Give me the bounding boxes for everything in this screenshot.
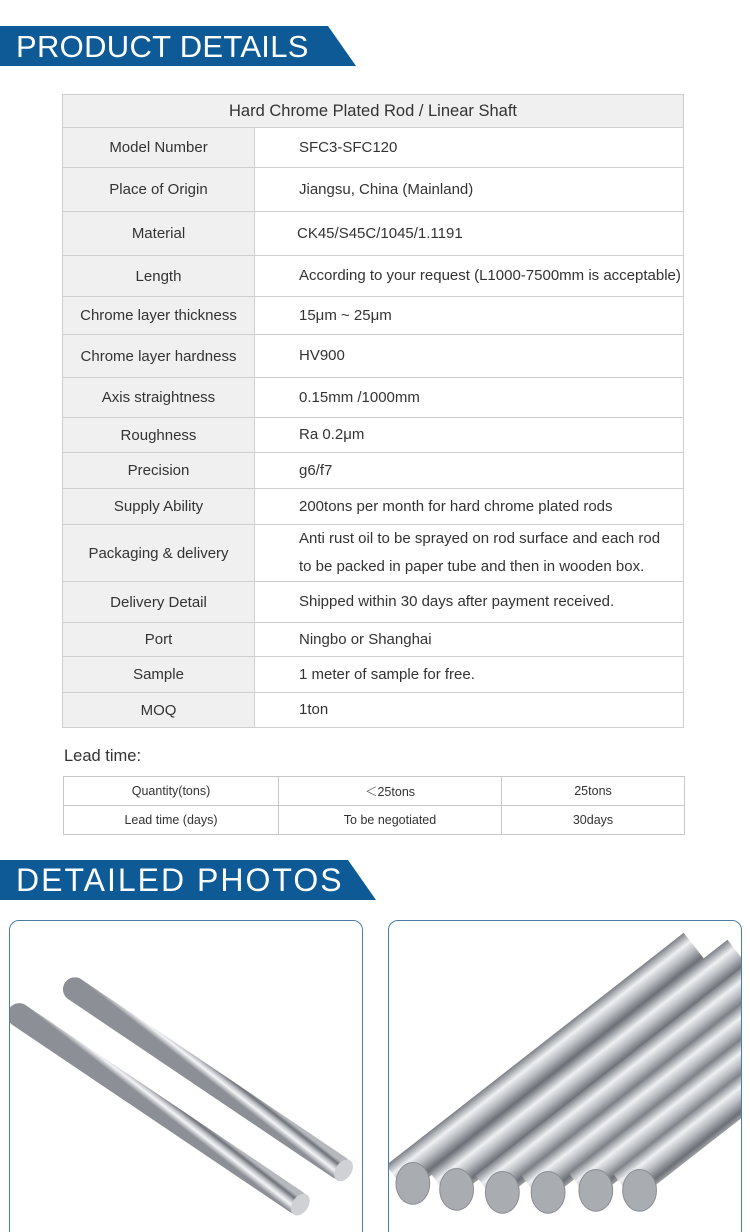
detailed-photos-banner xyxy=(0,860,344,900)
lead-cell: To be negotiated xyxy=(279,806,502,835)
table-row xyxy=(63,623,684,657)
row-value: Shipped within 30 days after payment received. xyxy=(255,582,684,623)
spec-table-title: Hard Chrome Plated Rod / Linear Shaft xyxy=(63,95,684,128)
row-label: Axis straightness xyxy=(63,378,255,418)
lead-cell: 30days xyxy=(502,806,685,835)
row-value: HV900 xyxy=(255,335,684,378)
row-label: Roughness xyxy=(63,418,255,453)
table-row xyxy=(63,335,684,378)
lead-cell: ＜25tons xyxy=(279,777,502,806)
table-row xyxy=(63,489,684,525)
section-title: PRODUCT DETAILS xyxy=(16,28,309,64)
table-row xyxy=(63,168,684,212)
row-label: Sample xyxy=(63,657,255,693)
row-value: 200tons per month for hard chrome plated rods xyxy=(255,489,684,525)
lead-cell: Lead time (days) xyxy=(64,806,279,835)
table-row xyxy=(63,297,684,335)
row-value: Anti rust oil to be sprayed on rod surface and each rod to be packed in paper tube and then in wooden box. xyxy=(255,525,684,582)
lead-cell: 25tons xyxy=(502,777,685,806)
row-value: According to your request (L1000-7500mm is acceptable) xyxy=(255,256,684,297)
row-label: Material xyxy=(63,212,255,256)
two-chrome-rods-photo xyxy=(9,920,363,1232)
table-row xyxy=(63,256,684,297)
chrome-rod-image xyxy=(10,921,362,1232)
table-row xyxy=(63,453,684,489)
chrome-rod-image xyxy=(389,921,741,1232)
table-row xyxy=(63,582,684,623)
row-value: 1 meter of sample for free. xyxy=(255,657,684,693)
table-row xyxy=(63,128,684,168)
row-label: Precision xyxy=(63,453,255,489)
row-label: Supply Ability xyxy=(63,489,255,525)
section-title: DETAILED PHOTOS xyxy=(16,862,344,898)
row-value: Ningbo or Shanghai xyxy=(255,623,684,657)
table-row xyxy=(63,693,684,728)
row-value: SFC3-SFC120 xyxy=(255,128,684,168)
row-label: MOQ xyxy=(63,693,255,728)
spec-table xyxy=(62,94,684,728)
table-row xyxy=(64,777,685,806)
lead-time-table xyxy=(63,776,685,835)
product-details-banner xyxy=(0,26,309,66)
row-label: Model Number xyxy=(63,128,255,168)
row-value: g6/f7 xyxy=(255,453,684,489)
table-row xyxy=(63,212,684,256)
row-value: 1ton xyxy=(255,693,684,728)
row-label: Chrome layer thickness xyxy=(63,297,255,335)
row-label: Delivery Detail xyxy=(63,582,255,623)
row-value: 15μm ~ 25μm xyxy=(255,297,684,335)
row-label: Place of Origin xyxy=(63,168,255,212)
table-row xyxy=(63,378,684,418)
lead-cell: Quantity(tons) xyxy=(64,777,279,806)
row-value: 0.15mm /1000mm xyxy=(255,378,684,418)
table-row xyxy=(64,806,685,835)
row-value: Ra 0.2μm xyxy=(255,418,684,453)
row-label: Chrome layer hardness xyxy=(63,335,255,378)
table-row xyxy=(63,525,684,582)
table-row xyxy=(63,657,684,693)
row-label: Length xyxy=(63,256,255,297)
row-label: Port xyxy=(63,623,255,657)
row-value: Jiangsu, China (Mainland) xyxy=(255,168,684,212)
six-chrome-rods-photo xyxy=(388,920,742,1232)
row-label: Packaging & delivery xyxy=(63,525,255,582)
lead-time-heading: Lead time: xyxy=(64,747,142,765)
row-value: CK45/S45C/1045/1.1191 xyxy=(255,212,684,256)
table-row xyxy=(63,418,684,453)
